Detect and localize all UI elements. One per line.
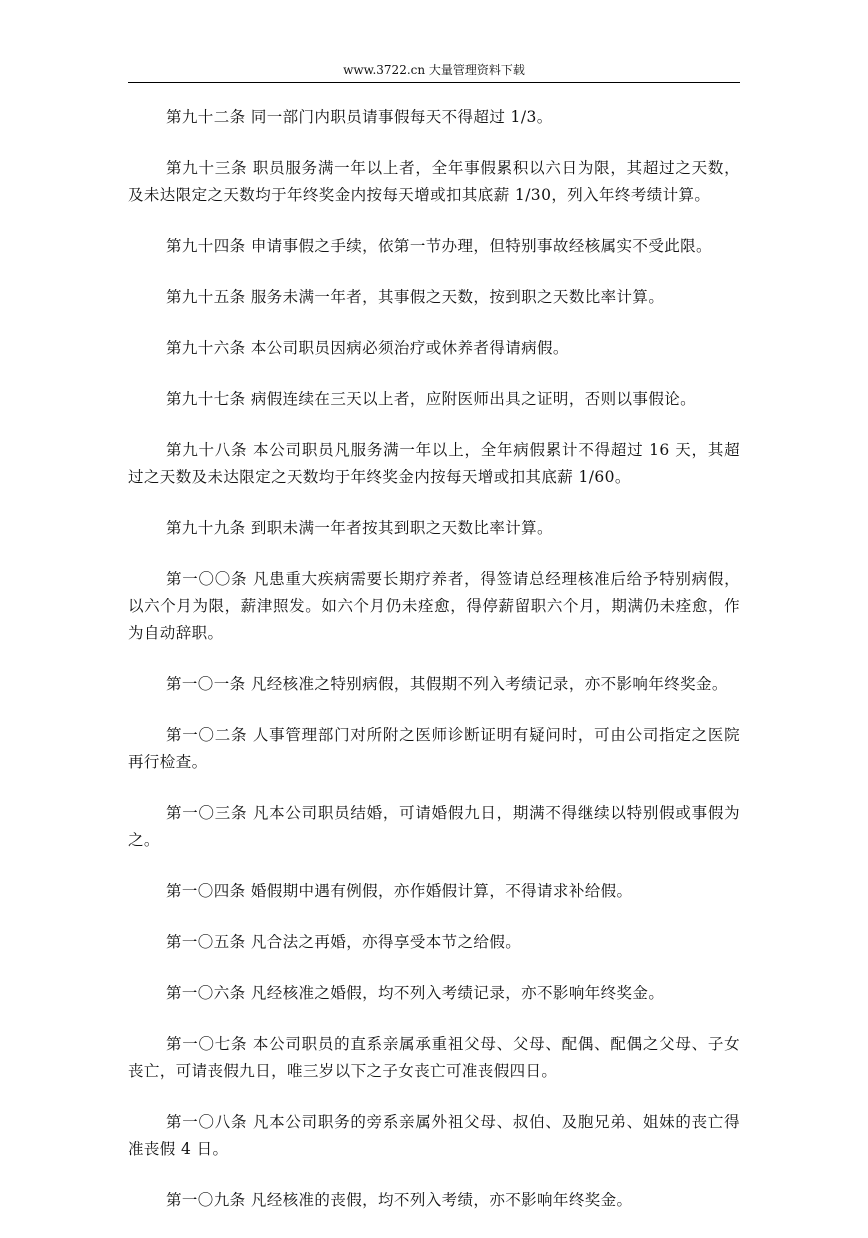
article-101: 第一〇一条 凡经核准之特别病假，其假期不列入考绩记录，亦不影响年终奖金。: [166, 675, 728, 693]
article-96: 第九十六条 本公司职员因病必须治疗或休养者得请病假。: [166, 339, 569, 357]
article-98: 第九十八条 本公司职员凡服务满一年以上，全年病假累计不得超过 16 天，其超过之天数及未达限定之天数均于年终奖金内按每天增或扣其底薪 1/60。: [128, 441, 740, 486]
article-104: 第一〇四条 婚假期中遇有例假，亦作婚假计算，不得请求补给假。: [166, 882, 633, 900]
article-102: 第一〇二条 人事管理部门对所附之医师诊断证明有疑问时，可由公司指定之医院再行检查。: [128, 726, 740, 771]
article-109: 第一〇九条 凡经核准的丧假，均不列入考绩，亦不影响年终奖金。: [166, 1191, 633, 1209]
article-107: 第一〇七条 本公司职员的直系亲属承重祖父母、父母、配偶、配偶之父母、子女丧亡，可请丧假九日，唯三岁以下之子女丧亡可准丧假四日。: [128, 1035, 740, 1080]
document-body: [128, 104, 740, 1238]
article-99: 第九十九条 到职未满一年者按其到职之天数比率计算。: [166, 519, 553, 537]
article-95: 第九十五条 服务未满一年者，其事假之天数，按到职之天数比率计算。: [166, 288, 665, 306]
article-106: 第一〇六条 凡经核准之婚假，均不列入考绩记录，亦不影响年终奖金。: [166, 984, 665, 1002]
article-105: 第一〇五条 凡合法之再婚，亦得享受本节之给假。: [166, 933, 522, 951]
article-100: 第一〇〇条 凡患重大疾病需要长期疗养者，得签请总经理核准后给予特别病假，以六个月为限，薪津照发。如六个月仍未痊愈，得停薪留职六个月，期满仍未痊愈，作为自动辞职。: [128, 570, 740, 642]
article-94: 第九十四条 申请事假之手续，依第一节办理，但特别事故经核属实不受此限。: [166, 237, 712, 255]
article-108: 第一〇八条 凡本公司职务的旁系亲属外祖父母、叔伯、及胞兄弟、姐妹的丧亡得准丧假 4 日。: [128, 1113, 740, 1158]
page-header: www.3722.cn 大量管理资料下载: [128, 62, 740, 83]
article-92: 第九十二条 同一部门内职员请事假每天不得超过 1/3。: [166, 108, 553, 126]
article-97: 第九十七条 病假连续在三天以上者，应附医师出具之证明，否则以事假论。: [166, 390, 697, 408]
article-93: 第九十三条 职员服务满一年以上者，全年事假累积以六日为限，其超过之天数，及未达限定之天数均于年终奖金内按每天增或扣其底薪 1/30，列入年终考绩计算。: [128, 159, 740, 204]
article-103: 第一〇三条 凡本公司职员结婚，可请婚假九日，期满不得继续以特别假或事假为之。: [128, 804, 740, 849]
